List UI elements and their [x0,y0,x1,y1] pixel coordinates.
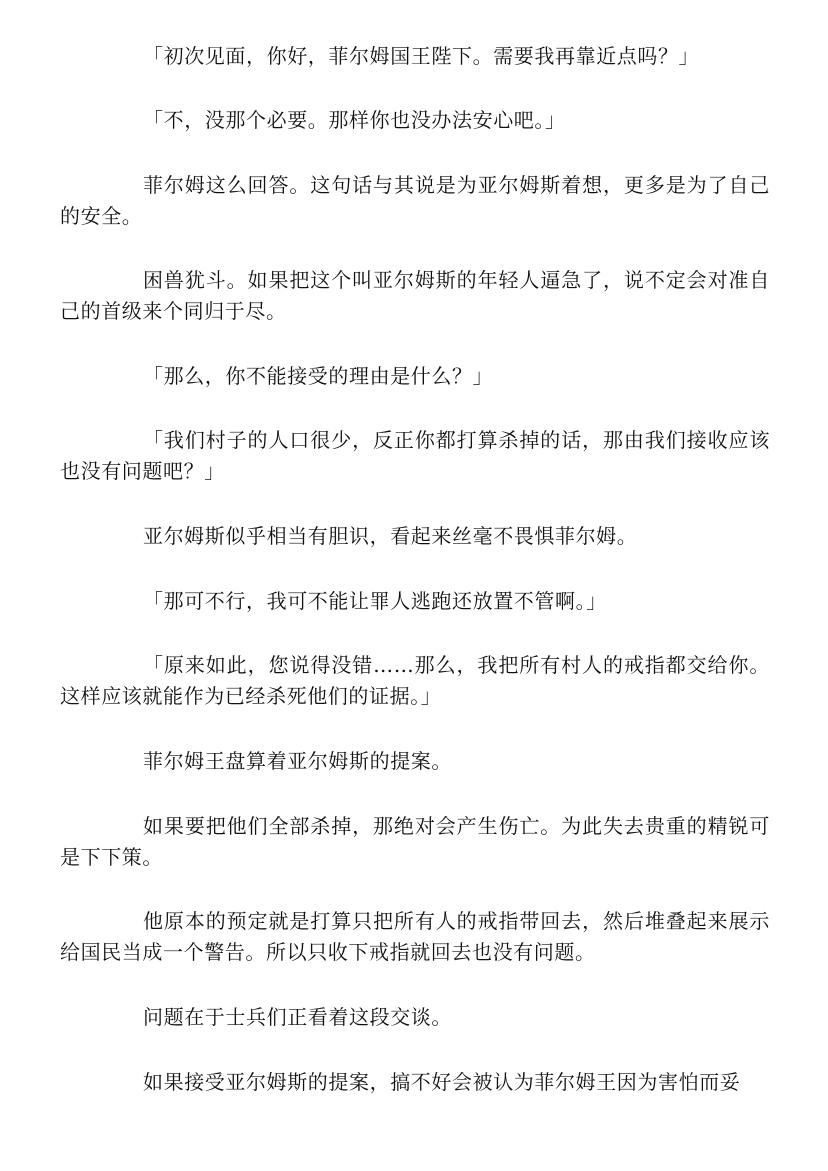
paragraph-narration-cutoff: 如果接受亚尔姆斯的提案，搞不好会被认为菲尔姆王因为害怕而妥 [143,1070,741,1094]
paragraph-village-proposal: 「我们村子的人口很少，反正你都打算杀掉的话，那由我们接收应该也没有问题吧？」 [60,428,770,483]
paragraph-narration-consider: 菲尔姆王盘算着亚尔姆斯的提案。 [143,749,452,773]
paragraph-narration-soldiers: 问题在于士兵们正看着这段交谈。 [143,1005,452,1029]
paragraph-narration-cornered: 困兽犹斗。如果把这个叫亚尔姆斯的年轻人逼急了，说不定会对准自己的首级来个同归于尽。 [60,268,770,323]
paragraph-narration-casualties: 如果要把他们全部杀掉，那绝对会产生伤亡。为此失去贵重的精锐可是下下策。 [60,814,770,869]
paragraph-question: 「那么，你不能接受的理由是什么？」 [143,364,494,388]
paragraph-narration-plan: 他原本的预定就是打算只把所有人的戒指带回去，然后堆叠起来展示给国民当成一个警告。所以只收下戒指就回去也没有问题。 [60,909,770,964]
paragraph-refusal: 「那可不行，我可不能让罪人逃跑还放置不管啊。」 [143,589,607,613]
paragraph-narration-courage: 亚尔姆斯似乎相当有胆识，看起来丝毫不畏惧菲尔姆。 [143,524,638,548]
paragraph-rings-offer: 「原来如此，您说得没错……那么，我把所有村人的戒指都交给你。这样应该就能作为已经杀死他们的证据。」 [60,653,770,708]
paragraph-narration-safety: 菲尔姆这么回答。这句话与其说是为亚尔姆斯着想，更多是为了自己的安全。 [60,173,770,228]
paragraph-reply: 「不，没那个必要。那样你也没办法安心吧。」 [143,108,566,132]
paragraph-greeting: 「初次见面，你好，菲尔姆国王陛下。需要我再靠近点吗？」 [143,44,700,68]
